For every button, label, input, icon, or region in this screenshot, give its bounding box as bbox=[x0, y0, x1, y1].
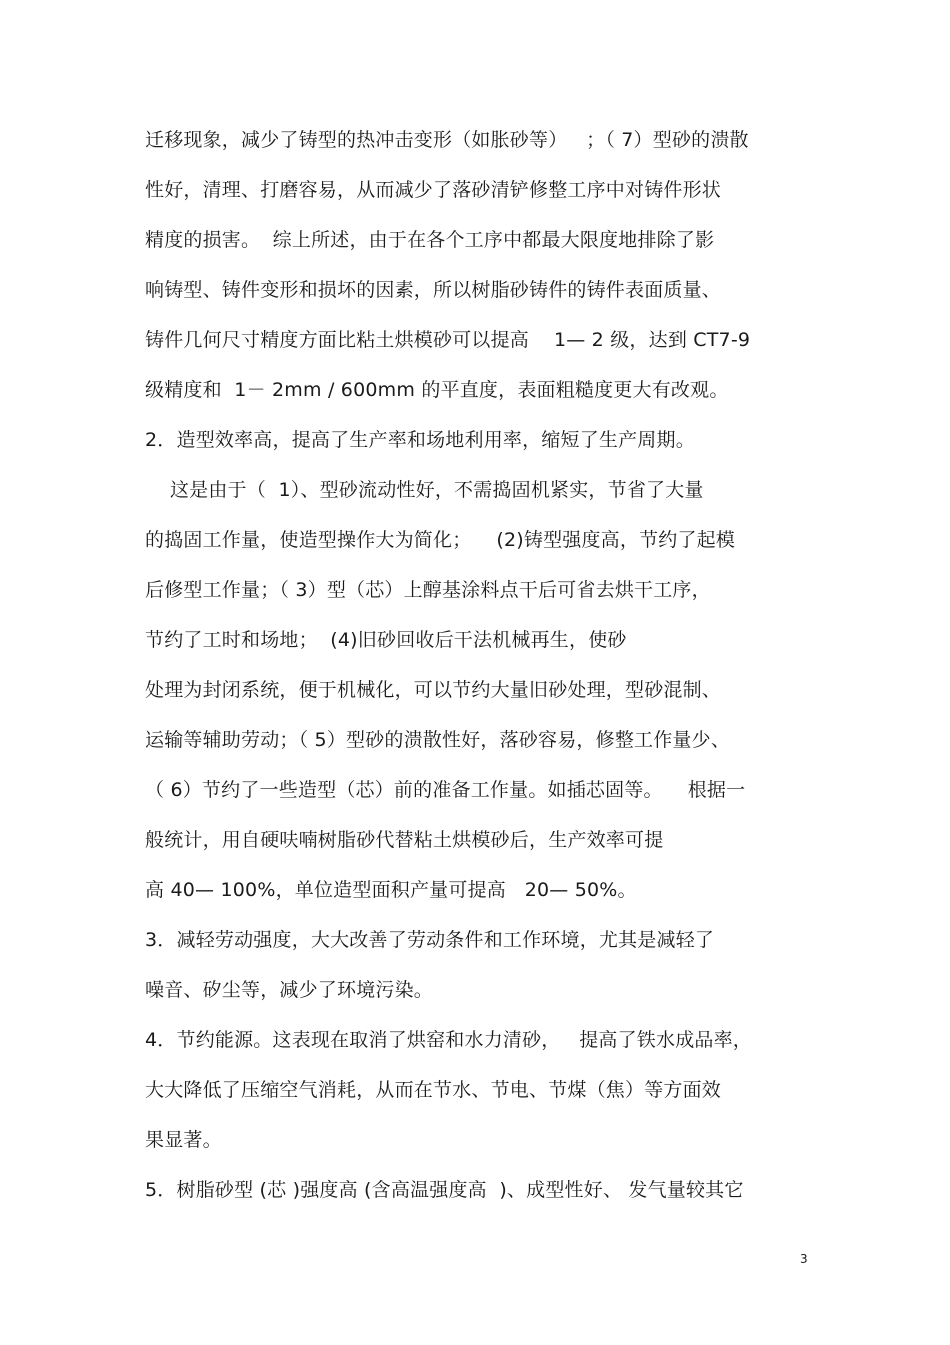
text-line: 节约了工时和场地； (4)旧砂回收后干法机械再生，使砂 bbox=[145, 629, 627, 651]
text-line: （ 6）节约了一些造型（芯）前的准备工作量。如插芯固等。 根据一 bbox=[145, 779, 746, 801]
text-line: 这是由于（ 1）、型砂流动性好，不需捣固机紧实，节省了大量 bbox=[145, 479, 704, 501]
text-line: 噪音、矽尘等，减少了环境污染。 bbox=[145, 979, 434, 1001]
text-line: 后修型工作量；（ 3）型（芯）上醇基涂料点干后可省去烘干工序， bbox=[145, 579, 711, 601]
text-line: 般统计，用自硬呋喃树脂砂代替粘土烘模砂后，生产效率可提 bbox=[145, 829, 664, 851]
section-heading: 5．树脂砂型 (芯 )强度高 (含高温强度高 )、成型性好、 发气量较其它 bbox=[145, 1179, 744, 1201]
text-line: 果显著。 bbox=[145, 1129, 222, 1151]
text-line: 铸件几何尺寸精度方面比粘土烘模砂可以提高 1— 2 级，达到 CT7-9 bbox=[145, 329, 751, 351]
section-heading: 4．节约能源。这表现在取消了烘窑和水力清砂， 提高了铁水成品率， bbox=[145, 1029, 753, 1051]
text-line: 级精度和 1－ 2mm / 600mm 的平直度，表面粗糙度更大有改观。 bbox=[145, 379, 729, 401]
text-line: 响铸型、铸件变形和损坏的因素，所以树脂砂铸件的铸件表面质量、 bbox=[145, 279, 722, 301]
text-line: 迁移现象，减少了铸型的热冲击变形（如胀砂等） ；（ 7）型砂的溃散 bbox=[145, 129, 749, 151]
text-line: 高 40— 100%，单位造型面积产量可提高 20— 50%。 bbox=[145, 879, 637, 901]
text-line: 大大降低了压缩空气消耗，从而在节水、节电、节煤（焦）等方面效 bbox=[145, 1079, 722, 1101]
section-heading: 2．造型效率高，提高了生产率和场地利用率，缩短了生产周期。 bbox=[145, 429, 695, 451]
text-line: 的捣固工作量，使造型操作大为简化； (2)铸型强度高，节约了起模 bbox=[145, 529, 736, 551]
text-line: 性好，清理、打磨容易，从而减少了落砂清铲修整工序中对铸件形状 bbox=[145, 179, 722, 201]
page-number: 3 bbox=[800, 1252, 808, 1266]
text-line: 处理为封闭系统，便于机械化，可以节约大量旧砂处理，型砂混制、 bbox=[145, 679, 722, 701]
text-line: 运输等辅助劳动；（ 5）型砂的溃散性好，落砂容易，修整工作量少、 bbox=[145, 729, 731, 751]
section-heading: 3．减轻劳动强度，大大改善了劳动条件和工作环境，尤其是减轻了 bbox=[145, 929, 715, 951]
text-line: 精度的损害。 综上所述，由于在各个工序中都最大限度地排除了影 bbox=[145, 229, 715, 251]
